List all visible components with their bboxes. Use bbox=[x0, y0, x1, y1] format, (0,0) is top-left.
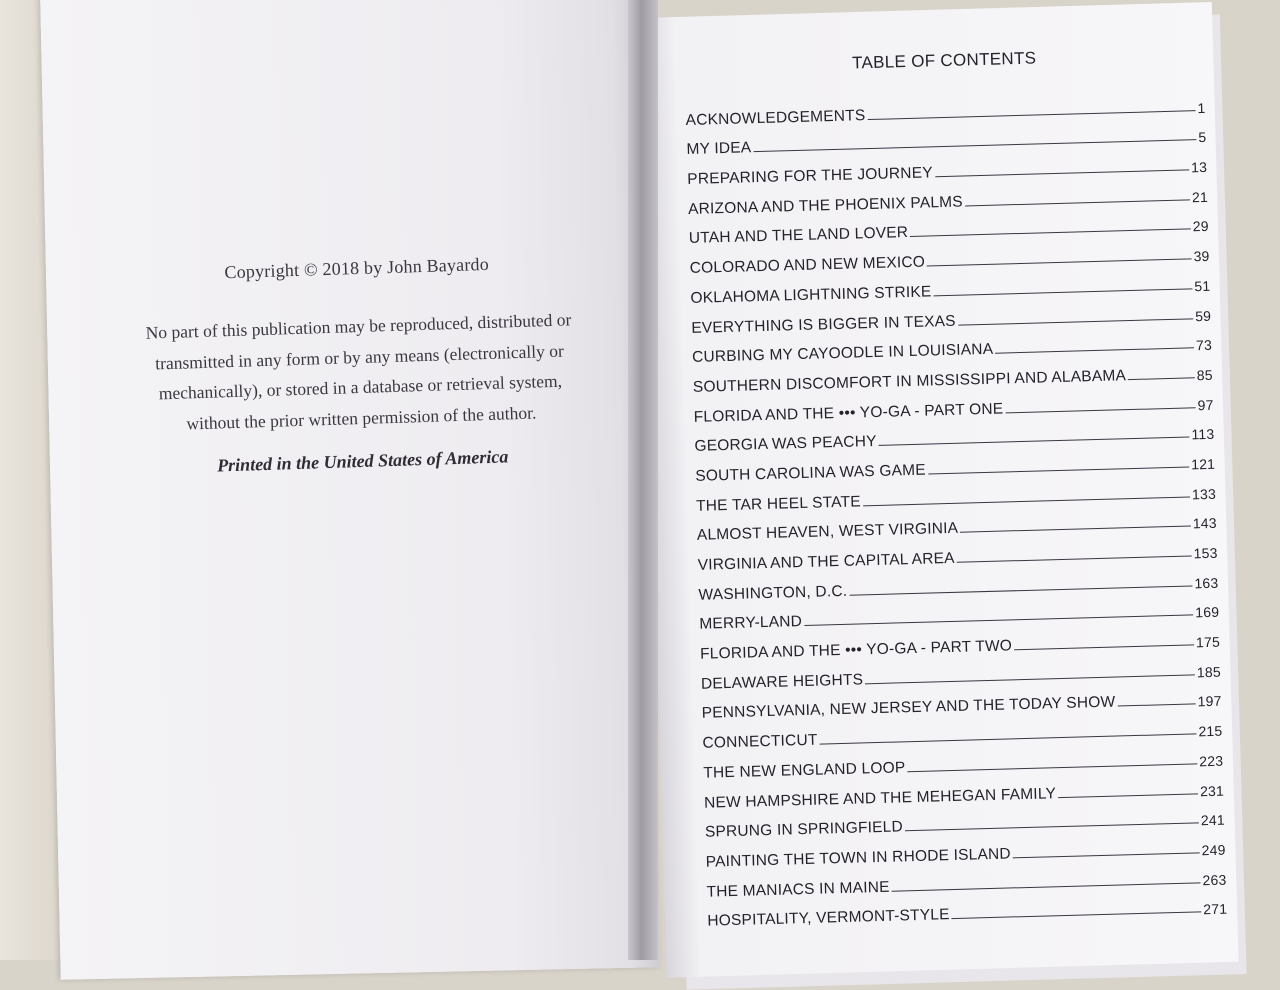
toc-entry-page: 175 bbox=[1195, 633, 1221, 651]
toc-entry-title: CONNECTICUT bbox=[702, 731, 818, 752]
toc-entry-title: EVERYTHING IS BIGGER IN TEXAS bbox=[691, 312, 956, 337]
toc-entry-page: 241 bbox=[1200, 811, 1226, 829]
toc-entry-page: 163 bbox=[1194, 574, 1219, 592]
copyright-block bbox=[106, 250, 613, 498]
toc-dot-leader bbox=[1128, 377, 1195, 380]
toc-dot-leader bbox=[952, 912, 1202, 920]
toc-entry-title: PENNSYLVANIA, NEW JERSEY AND THE TODAY SHOW bbox=[701, 694, 1116, 723]
rights-line: No part of this publication may be reproduced, distributed or bbox=[145, 309, 572, 343]
toc-entry-page: 223 bbox=[1199, 752, 1224, 770]
toc-entry-page: 13 bbox=[1190, 158, 1208, 176]
rights-line: transmitted in any form or by any means (electronically or bbox=[154, 340, 565, 373]
rights-line: without the prior written permission of the author. bbox=[186, 401, 537, 433]
toc-dot-leader bbox=[1117, 704, 1195, 707]
toc-entry-title: ARIZONA AND THE PHOENIX PALMS bbox=[687, 193, 964, 218]
toc-entry-page: 39 bbox=[1193, 247, 1210, 265]
toc-entry-title: GEORGIA WAS PEACHY bbox=[694, 433, 877, 456]
rights-statement bbox=[108, 303, 612, 441]
toc-entry-title: FLORIDA AND THE ••• YO-GA - PART ONE bbox=[693, 400, 1004, 426]
toc-entry-page: 21 bbox=[1191, 188, 1209, 206]
toc-entry-page: 231 bbox=[1199, 782, 1225, 799]
toc-entry-page: 51 bbox=[1194, 277, 1211, 295]
toc-entry-page: 85 bbox=[1196, 366, 1213, 384]
toc-entry-page: 113 bbox=[1191, 426, 1215, 443]
toc-entry-title: ACKNOWLEDGEMENTS bbox=[685, 106, 866, 129]
toc-entry-title: UTAH AND THE LAND LOVER bbox=[688, 224, 909, 248]
toc-entry-title: DELAWARE HEIGHTS bbox=[700, 671, 864, 693]
toc-entry-page: 271 bbox=[1203, 900, 1228, 918]
toc-entry-title: MY IDEA bbox=[686, 139, 752, 159]
toc-entry-title: FLORIDA AND THE ••• YO-GA - PART TWO bbox=[699, 637, 1013, 663]
rights-line: mechanically), or stored in a database or retrieval system, bbox=[158, 370, 563, 404]
toc-title: TABLE OF CONTENTS bbox=[851, 48, 1037, 73]
toc-entry-page: 29 bbox=[1192, 218, 1209, 235]
toc-entry-page: 249 bbox=[1201, 841, 1226, 859]
toc-entry-title: COLORADO AND NEW MEXICO bbox=[689, 253, 926, 278]
toc-entry-title: MERRY-LAND bbox=[699, 613, 803, 634]
toc-entry-page: 5 bbox=[1198, 129, 1207, 146]
toc-entry-title: THE TAR HEEL STATE bbox=[695, 493, 861, 515]
toc-dot-leader bbox=[1058, 793, 1198, 798]
toc-entry-page: 143 bbox=[1192, 515, 1217, 532]
toc-entry-title: HOSPITALITY, VERMONT-STYLE bbox=[707, 906, 950, 930]
toc-entry-title: THE MANIACS IN MAINE bbox=[706, 878, 890, 901]
toc-entry-title: CURBING MY CAYOODLE IN LOUISIANA bbox=[691, 340, 994, 367]
toc-entry-title: VIRGINIA AND THE CAPITAL AREA bbox=[697, 549, 955, 574]
toc-entry-page: 1 bbox=[1197, 99, 1206, 116]
toc-entry-page: 197 bbox=[1197, 693, 1222, 710]
toc-entry-page: 185 bbox=[1196, 663, 1222, 681]
toc-entry-title: THE NEW ENGLAND LOOP bbox=[703, 759, 906, 782]
toc-list bbox=[685, 86, 1227, 931]
copyright-notice: Copyright © 2018 by John Bayardo bbox=[224, 253, 490, 283]
toc-dot-leader bbox=[995, 347, 1194, 353]
toc-entry-page: 169 bbox=[1195, 604, 1220, 621]
toc-entry-title: NEW HAMPSHIRE AND THE MEHEGAN FAMILY bbox=[703, 784, 1057, 812]
toc-entry-page: 121 bbox=[1190, 455, 1216, 473]
toc-entry-page: 97 bbox=[1197, 396, 1214, 413]
toc-entry-title: PAINTING THE TOWN IN RHODE ISLAND bbox=[705, 845, 1012, 871]
toc-dot-leader bbox=[1013, 852, 1200, 858]
printed-in-statement: Printed in the United States of America bbox=[216, 446, 509, 476]
toc-dot-leader bbox=[1005, 407, 1195, 413]
toc-entry-page: 153 bbox=[1193, 544, 1218, 562]
toc-entry-title: SPRUNG IN SPRINGFIELD bbox=[704, 818, 904, 841]
toc-entry-page: 59 bbox=[1194, 307, 1212, 324]
toc-entry-page: 263 bbox=[1202, 871, 1227, 888]
toc-entry-page: 215 bbox=[1198, 722, 1223, 740]
table-of-contents bbox=[684, 44, 1227, 931]
toc-entry-page: 133 bbox=[1191, 485, 1217, 503]
toc-entry-title: SOUTH CAROLINA WAS GAME bbox=[695, 461, 926, 485]
toc-entry-title: SOUTHERN DISCOMFORT IN MISSISSIPPI AND ALABAMA bbox=[692, 367, 1127, 396]
toc-entry-page: 73 bbox=[1195, 337, 1213, 354]
toc-entry-title: ALMOST HEAVEN, WEST VIRGINIA bbox=[696, 520, 959, 545]
toc-entry-title: WASHINGTON, D.C. bbox=[698, 582, 848, 604]
book-gutter bbox=[628, 0, 658, 960]
toc-dot-leader bbox=[1014, 644, 1194, 650]
toc-entry-title: OKLAHOMA LIGHTNING STRIKE bbox=[690, 283, 932, 307]
toc-entry-title: PREPARING FOR THE JOURNEY bbox=[687, 164, 934, 189]
